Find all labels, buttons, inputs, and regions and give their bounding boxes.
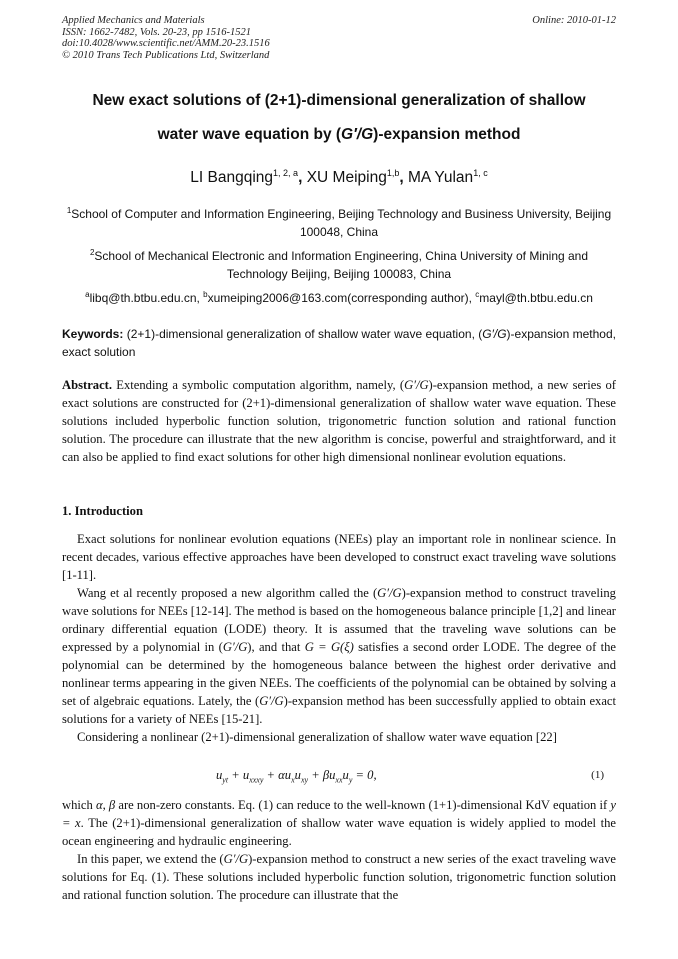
author-name: XU Meiping [306, 169, 387, 187]
paragraph: Exact solutions for nonlinear evolution equations (NEEs) play an important role in nonlinear science. In recent decades, various effective approaches have been developed to construct exact traveling wave solutions [1-11]. [62, 532, 616, 582]
journal-doi: doi:10.4028/www.scientific.net/AMM.20-23.1516 [62, 38, 270, 49]
journal-issn: ISSN: 1662-7482, Vols. 20-23, pp 1516-1521 [62, 26, 251, 38]
paragraph: which α, β are non-zero constants. Eq. (1) can reduce to the well-known (1+1)-dimensional KdV equation if y = x. The (2+1)-dimensional generalization of shallow water wave equation is widely applied to model the ocean engineering and hydraulic engineering. [62, 798, 616, 848]
introduction-body-continued [62, 796, 616, 904]
paper-title-line-1: New exact solutions of (2+1)-dimensional generalization of shallow [92, 92, 586, 109]
author-name: LI Bangqing [190, 169, 274, 187]
affiliation-2: $^2$School of Mechanical Electronic and Information Engineering, China University of Mining and Technology Beijing, Beijing 100083, China [89, 248, 589, 281]
author-emails: $^a$libq@th.btbu.edu.cn, $^b$xumeiping2006@163.com(corresponding author), $^c$mayl@th.btbu.edu.cn [85, 290, 593, 305]
keywords: Keywords: (2+1)-dimensional generalization of shallow water wave equation, (G′/G)-expansion method, exact solution [62, 327, 616, 359]
equation-number: (1) [591, 769, 604, 781]
paragraph: Considering a nonlinear (2+1)-dimensional generalization of shallow water wave equation [22] [77, 730, 557, 744]
author-list: LI Bangqing$^{1, 2, a}$, XU Meiping$^{1,b}$, MA Yulan$^{1, c}$ [190, 168, 488, 187]
section-heading: 1. Introduction [62, 504, 143, 518]
paragraph: Wang et al recently proposed a new algorithm called the (G′/G)-expansion method to construct traveling wave solutions for NEEs [12-14]. The method is based on the homogeneous balance principle [1,2] and linear ordinary differential equation (LODE) theory. It is assumed that the traveling wave solutions can be expressed by a polynomial in (G′/G), and that G = G(ξ) satisfies a second order LODE. The degree of the polynomial can be determined by the homogeneous balance between the highest order derivative and nonlinear terms appearing in the given NEEs. The coefficients of the polynomial can be obtained by solving a set of algebraic equations. Lately, the (G′/G)-expansion method has been successfully applied to obtain exact solutions for a variety of NEEs [15-21]. [62, 586, 617, 726]
equation-formula: $u_{yt} + u_{xxxy} + \alpha u_xu_{xy} + \beta u_{xx}u_y = 0$, [216, 768, 377, 785]
author-name: MA Yulan [407, 169, 474, 187]
journal-copyright: © 2010 Trans Tech Publications Ltd, Switzerland [62, 49, 270, 61]
journal-info [62, 15, 270, 61]
online-date: Online: 2010-01-12 [532, 15, 616, 26]
affiliation-1: $^1$School of Computer and Information Engineering, Beijing Technology and Business University, Beijing 100048, China [66, 206, 612, 239]
abstract: Abstract. Extending a symbolic computation algorithm, namely, (G′/G)-expansion method, a new series of exact solutions are constructed for (2+1)-dimensional generalization of shallow water wave equation. These solutions included hyperbolic function solution, trigonometric function solution and rational function solution. The procedure can illustrate that the new algorithm is concise, powerful and straightforward, and it can also be applied to find exact solutions for other high dimensional nonlinear evolution equations. [62, 378, 616, 464]
equation-1 [62, 768, 616, 788]
introduction-body [62, 530, 616, 746]
paragraph: In this paper, we extend the (G′/G)-expansion method to construct a new series of the exact traveling wave solutions for Eq. (1). These solutions included hyperbolic function solution, trigonometric function solution and rational function solution. The procedure can illustrate that the [62, 852, 616, 902]
abstract-label: Abstract. [62, 378, 113, 392]
paper-title-line-2: water wave equation by (G′/G)-expansion method [157, 126, 521, 143]
keywords-label: Keywords: [62, 327, 124, 341]
journal-name: Applied Mechanics and Materials [62, 15, 205, 26]
